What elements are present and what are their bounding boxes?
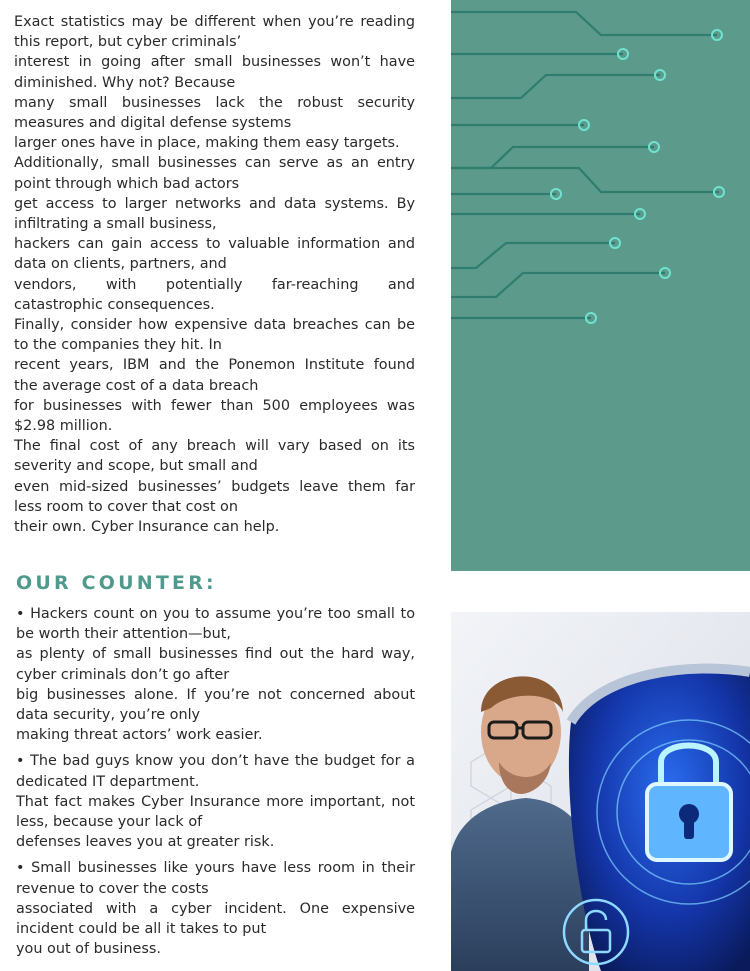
intro-line: Exact statistics may be different when you’re reading	[14, 14, 415, 30]
bullet-line: • Small businesses like yours have less room in their	[16, 860, 415, 877]
bullet-line: incident could be all it takes to put	[16, 921, 267, 938]
intro-line: The final cost of any breach will vary based on its	[14, 438, 415, 455]
bullet-item	[16, 858, 415, 959]
section-heading: OUR COUNTER:	[16, 572, 217, 594]
intro-line: severity and scope, but small and	[14, 458, 258, 475]
intro-line: $2.98 million.	[14, 418, 113, 435]
bullet-line: associated with a cyber incident. One expensive	[16, 900, 415, 917]
bullet-line: be worth their attention—but,	[16, 626, 232, 643]
intro-line: point through which bad actors	[14, 175, 240, 192]
bullet-line: That fact makes Cyber Insurance more important, not	[16, 793, 415, 810]
bullet-item	[16, 604, 415, 745]
intro-line: measures and digital defense systems	[14, 115, 292, 132]
intro-line: get access to larger networks and data systems. By	[14, 195, 415, 212]
intro-line: recent years, IBM and the Ponemon Institute found	[14, 357, 415, 374]
padlock-illustration-icon	[451, 612, 750, 971]
intro-line: many small businesses lack the robust security	[14, 94, 415, 111]
intro-line: even mid-sized businesses’ budgets leave them far	[14, 478, 415, 495]
intro-line: Finally, consider how expensive data breaches can be	[14, 317, 415, 334]
intro-line: vendors, with potentially far-reaching and	[14, 276, 415, 293]
intro-line: interest in going after small businesses won’t have	[14, 54, 415, 71]
bullet-line: big businesses alone. If you’re not concerned about	[16, 686, 415, 703]
bullet-line: dedicated IT department.	[16, 773, 200, 790]
cybersecurity-photo	[451, 612, 750, 971]
bullet-line: • Hackers count on you to assume you’re too small to	[16, 606, 415, 622]
bullet-line: you out of business.	[16, 941, 161, 958]
bullet-item	[16, 751, 415, 852]
circuit-decoration-panel	[451, 0, 750, 571]
bullet-line: data security, you’re only	[16, 707, 201, 724]
bullet-line: less, because your lack of	[16, 814, 203, 831]
intro-line: Additionally, small businesses can serve as an entry	[14, 155, 415, 172]
intro-line: larger ones have in place, making them easy targets.	[14, 135, 400, 152]
bullet-line: defenses leaves you at greater risk.	[16, 834, 275, 851]
intro-line: infiltrating a small business,	[14, 216, 217, 233]
intro-line: less room to cover that cost on	[14, 498, 238, 515]
intro-line: data on clients, partners, and	[14, 256, 227, 273]
intro-line: this report, but cyber criminals’	[14, 34, 242, 51]
intro-line: catastrophic consequences.	[14, 296, 215, 313]
intro-text	[14, 12, 415, 537]
bullet-line: as plenty of small businesses find out the hard way,	[16, 646, 415, 663]
counter-bullets	[16, 604, 415, 965]
intro-line: diminished. Why not? Because	[14, 74, 236, 91]
bullet-line: revenue to cover the costs	[16, 880, 209, 897]
bullet-line: • The bad guys know you don’t have the budget for a	[16, 753, 415, 770]
intro-line: to the companies they hit. In	[14, 337, 222, 354]
intro-line: the average cost of a data breach	[14, 377, 259, 394]
circuit-lines-icon	[451, 0, 750, 571]
bullet-line: making threat actors’ work easier.	[16, 727, 263, 744]
intro-line: their own. Cyber Insurance can help.	[14, 519, 280, 536]
intro-line: for businesses with fewer than 500 employees was	[14, 397, 415, 414]
bullet-line: cyber criminals don’t go after	[16, 666, 230, 683]
intro-line: hackers can gain access to valuable information and	[14, 236, 415, 253]
